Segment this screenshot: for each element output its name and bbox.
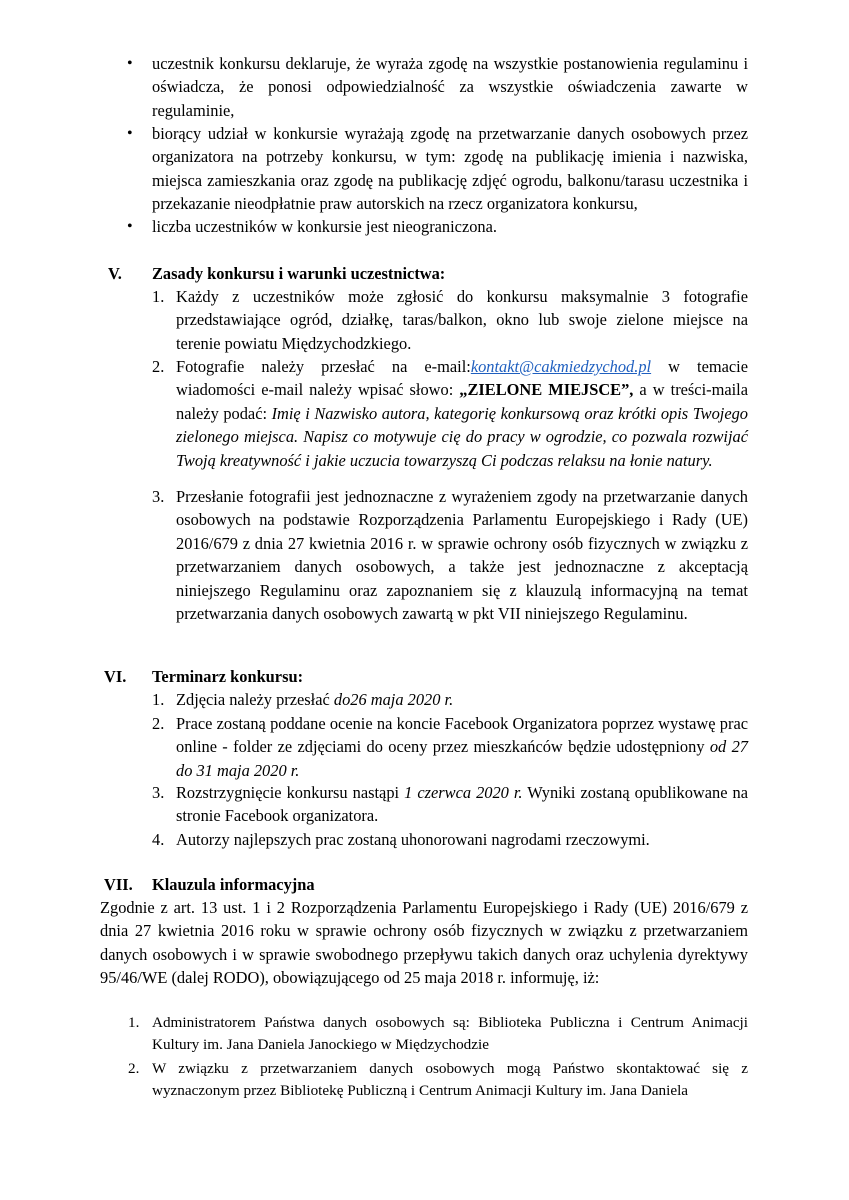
bullet-item: liczba uczestników w konkursie jest nieograniczona.	[152, 217, 497, 236]
list-number: 3.	[152, 783, 165, 802]
bullet-dot: •	[127, 55, 133, 72]
section-title: Klauzula informacyjna	[152, 875, 315, 894]
intro-paragraph: Zgodnie z art. 13 ust. 1 i 2 Rozporządzenia Parlamentu Europejskiego i Rady (UE) 2016/679 z dnia 27 kwietnia 2016 roku w sprawie ochrony osób fizycznych w związku z przetwarzaniem danych osobowych i w sprawie swobodnego przepływu takich danych oraz uchylenia dyrektywy 95/46/WE (dalej RODO), obowiązującego od 25 maja 2018 r. informuję, iż:	[100, 898, 748, 988]
list-number: 2.	[128, 1060, 140, 1077]
list-number: 2.	[152, 714, 165, 733]
list-number: 1.	[152, 690, 165, 709]
list-item: Administratorem Państwa danych osobowych są: Biblioteka Publiczna i Centrum Animacji Kultury im. Jana Daniela Janockiego w Międzychodzie	[152, 1014, 748, 1054]
keyword: „ZIELONE MIEJSCE”,	[459, 380, 634, 400]
section-number: V.	[108, 264, 122, 283]
list-number: 3.	[152, 487, 165, 506]
list-number: 2.	[152, 357, 165, 376]
section-title: Zasady konkursu i warunki uczestnictwa:	[152, 264, 446, 283]
list-number: 1.	[152, 287, 165, 306]
list-item: Przesłanie fotografii jest jednoznaczne z wyrażeniem zgody na przetwarzanie danych osobowych na podstawie Rozporządzenia Parlamentu Europejskiego i Rady (UE) 2016/679 z dnia 27 kwietnia 2016 r. w sprawie ochrony osób fizycznych w związku z przetwarzaniem danych osobowych, a także jest jednoznaczne z akceptacją niniejszego Regulaminu oraz zapoznaniem się z klauzulą informacyjną na temat przetwarzania danych osobowych zawartą w pkt VII niniejszego Regulaminu.	[176, 487, 748, 624]
list-number: 4.	[152, 830, 165, 849]
list-item: Fotografie należy przesłać na e-mail:kontakt@cakmiedzychod.pl w temacie wiadomości e-mail należy wpisać słowo: „ZIELONE MIEJSCE”, a w treści-maila należy podać: Imię i Nazwisko autora, kategorię konkursową oraz krótki opis Twojego zielonego miejsca. Napisz co motywuje cię do pracy w ogrodzie, co pozwala rozwijać Twoją kreatywność i jakie uczucia towarzyszą Ci podczas relaksu na łonie natury.	[176, 357, 748, 470]
section-number: VI.	[104, 667, 127, 686]
bullet-dot: •	[127, 218, 133, 235]
list-item: Prace zostaną poddane ocenie na koncie Facebook Organizatora poprzez wystawę prac online - folder ze zdjęciami do oceny przez mieszkańców będzie udostępniony od 27 do 31 maja 2020 r.	[176, 714, 748, 780]
bullet-item: uczestnik konkursu deklaruje, że wyraża zgodę na wszystkie postanowienia regulaminu i oświadcza, że ponosi odpowiedzialność za wszystkie oświadczenia zawarte w regulaminie,	[152, 54, 748, 120]
email-link[interactable]: kontakt@cakmiedzychod.pl	[470, 357, 652, 376]
list-item: Każdy z uczestników może zgłosić do konkursu maksymalnie 3 fotografie przedstawiające ogród, działkę, taras/balkon, okno lub swoje zielone miejsce na terenie powiatu Międzychodzkiego.	[176, 287, 748, 353]
list-item: Zdjęcia należy przesłać do26 maja 2020 r.	[176, 690, 454, 709]
bullet-item: biorący udział w konkursie wyrażają zgodę na przetwarzanie danych osobowych przez organizatora na potrzeby konkursu, w tym: zgodę na publikację imienia i nazwiska, miejsca zamieszkania oraz zgodę na publikację zdjęć ogrodu, balkonu/tarasu uczestnika i przekazanie nieodpłatnie praw autorskich na rzecz organizatora konkursu,	[152, 124, 748, 214]
list-item: Autorzy najlepszych prac zostaną uhonorowani nagrodami rzeczowymi.	[176, 830, 650, 849]
section-title: Terminarz konkursu:	[152, 667, 304, 686]
section-number: VII.	[104, 875, 133, 894]
list-item: W związku z przetwarzaniem danych osobowych mogą Państwo skontaktować się z wyznaczonym przez Bibliotekę Publiczną i Centrum Animacji Kultury im. Jana Daniela	[152, 1060, 748, 1100]
list-number: 1.	[128, 1014, 140, 1031]
list-item: Rozstrzygnięcie konkursu nastąpi 1 czerwca 2020 r. Wyniki zostaną opublikowane na stronie Facebook organizatora.	[176, 783, 748, 826]
bullet-dot: •	[127, 125, 133, 142]
